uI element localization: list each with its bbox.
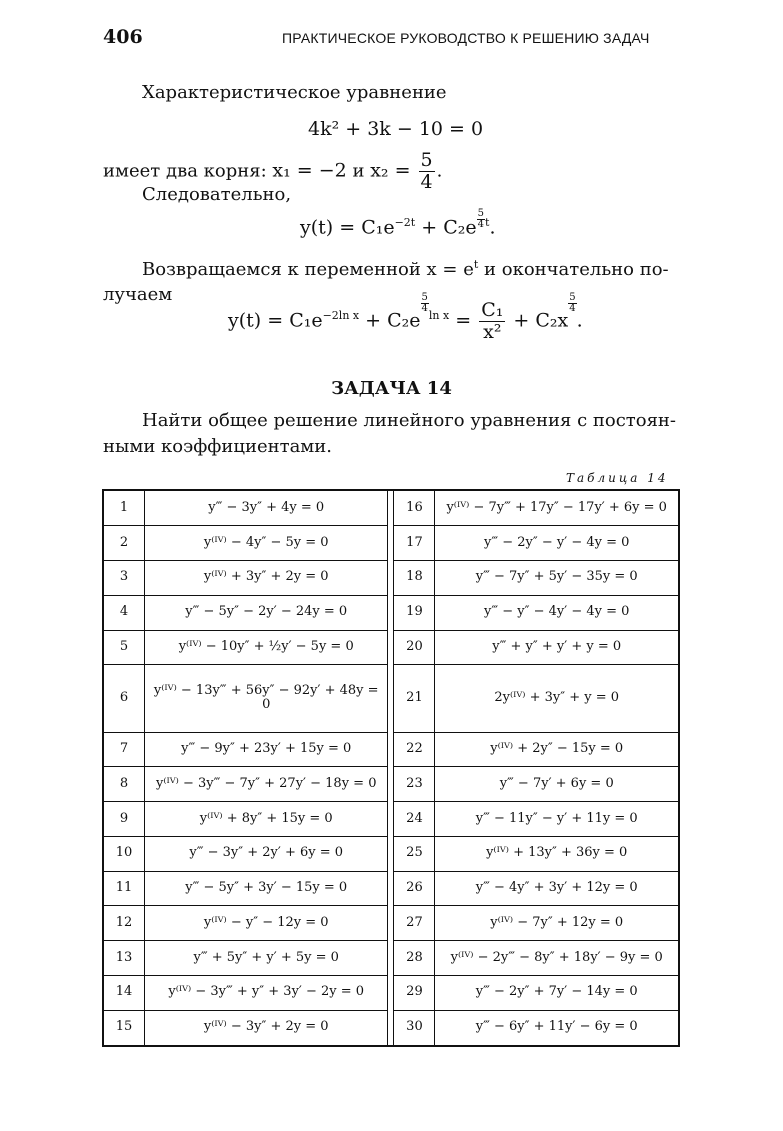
task-number-cell: 17 (394, 526, 435, 561)
equation-cell: y⁽ᴵⱽ⁾ − y″ − 12y = 0 (144, 906, 388, 941)
task-text-line-2: ными коэффициентами. (103, 436, 333, 457)
table-row (103, 526, 679, 561)
equation-cell: y‴ − 5y″ − 2y′ − 24y = 0 (144, 595, 388, 630)
task-number-cell: 4 (103, 595, 144, 630)
equation-cell: y‴ − 5y″ + 3y′ − 15y = 0 (144, 871, 388, 906)
task-number-cell: 7 (103, 732, 144, 767)
table-row (103, 732, 679, 767)
task-table (102, 489, 680, 1047)
equation-cell: 2y⁽ᴵⱽ⁾ + 3y″ + y = 0 (435, 665, 679, 732)
table-row (103, 595, 679, 630)
return-exp: t (473, 258, 479, 271)
task-title: ЗАДАЧА 14 (331, 378, 452, 399)
final-frac-den: x² (483, 320, 502, 343)
table-row (103, 561, 679, 596)
table-row (103, 906, 679, 941)
task-number-cell: 28 (394, 941, 435, 976)
task-number-cell: 24 (394, 802, 435, 837)
task-number-cell: 26 (394, 871, 435, 906)
task-number-cell: 15 (103, 1010, 144, 1046)
task-number-cell: 9 (103, 802, 144, 837)
task-number-cell: 21 (394, 665, 435, 732)
final-tail-exp (568, 291, 576, 322)
table-row (103, 767, 679, 802)
equation-cell: y⁽ᴵⱽ⁾ − 7y″ + 12y = 0 (435, 906, 679, 941)
equation-cell: y‴ − 9y″ + 23y′ + 15y = 0 (144, 732, 388, 767)
equation-cell: y‴ + y″ + y′ + y = 0 (435, 630, 679, 665)
table-caption: Таблица 14 (566, 471, 669, 485)
char-equation: 4k² + 3k − 10 = 0 (308, 118, 484, 140)
final-lhs: y(t) = C₁e (228, 309, 323, 332)
task-number-cell: 30 (394, 1010, 435, 1046)
equation-cell: y‴ − 11y″ − y′ + 11y = 0 (435, 802, 679, 837)
task-number-cell: 16 (394, 490, 435, 526)
table-row (103, 665, 679, 732)
task-number-cell: 18 (394, 561, 435, 596)
return-line-2: лучаем (103, 284, 173, 305)
yt-mid: + C₂e (415, 216, 477, 239)
task-number-cell: 5 (103, 630, 144, 665)
return-text-end: и окончательно по- (478, 259, 669, 280)
final-fraction (479, 300, 505, 343)
yt-exp2-num: 5 (477, 207, 485, 219)
and-word: и (346, 160, 371, 182)
yt-exp2-den: 4 (477, 218, 485, 230)
return-text: Возвращаемся к переменной x = e (142, 259, 474, 280)
equation-cell: y‴ − 2y″ − y′ − 4y = 0 (435, 526, 679, 561)
final-frac-num: C₁ (481, 299, 504, 321)
final-solution (228, 291, 583, 343)
task-number-cell: 10 (103, 836, 144, 871)
equation-cell: y⁽ᴵⱽ⁾ − 3y‴ + y″ + 3y′ − 2y = 0 (144, 975, 388, 1010)
final-exp1: −2ln x (322, 309, 360, 323)
table-row (103, 1010, 679, 1046)
table-row (103, 630, 679, 665)
task-number-cell: 12 (103, 906, 144, 941)
equation-cell: y‴ − 7y′ + 6y = 0 (435, 767, 679, 802)
equation-cell: y‴ − 2y″ + 7y′ − 14y = 0 (435, 975, 679, 1010)
equation-cell: y⁽ᴵⱽ⁾ − 3y‴ − 7y″ + 27y′ − 18y = 0 (144, 767, 388, 802)
root-2-lhs: x₂ = (370, 159, 417, 182)
task-text-line-1: Найти общее решение линейного уравнения с постоян- (142, 410, 677, 431)
task-number-cell: 8 (103, 767, 144, 802)
task-number-cell: 13 (103, 941, 144, 976)
equation-cell: y‴ − 7y″ + 5y′ − 35y = 0 (435, 561, 679, 596)
task-number-cell: 23 (394, 767, 435, 802)
task-number-cell: 1 (103, 490, 144, 526)
table-row (103, 802, 679, 837)
task-number-cell: 11 (103, 871, 144, 906)
char-eq-intro: Характеристическое уравнение (142, 82, 447, 103)
task-number-cell: 2 (103, 526, 144, 561)
task-number-cell: 27 (394, 906, 435, 941)
yt-lhs: y(t) = C₁e (300, 216, 395, 239)
equation-cell: y⁽ᴵⱽ⁾ − 7y‴ + 17y″ − 17y′ + 6y = 0 (435, 490, 679, 526)
page-number: 406 (103, 26, 143, 48)
final-dot: . (576, 309, 583, 332)
table-row (103, 836, 679, 871)
task-number-cell: 6 (103, 665, 144, 732)
task-number-cell: 14 (103, 975, 144, 1010)
roots-dot: . (436, 160, 443, 182)
final-tail-exp-num: 5 (569, 291, 576, 303)
equation-cell: y‴ − y″ − 4y′ − 4y = 0 (435, 595, 679, 630)
running-title: ПРАКТИЧЕСКОЕ РУКОВОДСТВО К РЕШЕНИЮ ЗАДАЧ (282, 30, 650, 46)
root-2-fraction (419, 150, 435, 193)
equation-cell: y‴ − 3y″ + 4y = 0 (144, 490, 388, 526)
equation-cell: y⁽ᴵⱽ⁾ − 2y‴ − 8y″ + 18y′ − 9y = 0 (435, 941, 679, 976)
yt-exp2-var: t (485, 216, 490, 229)
root-1: x₁ = −2 (272, 159, 347, 182)
root-2-den: 4 (420, 170, 433, 193)
final-exp2 (421, 291, 450, 323)
task-number-cell: 22 (394, 732, 435, 767)
task-number-cell: 3 (103, 561, 144, 596)
equation-cell: y⁽ᴵⱽ⁾ − 10y″ + ½y′ − 5y = 0 (144, 630, 388, 665)
table-row (103, 490, 679, 526)
return-line-1 (142, 258, 669, 280)
roots-text: имеет два корня: (103, 160, 273, 182)
final-exp2-num: 5 (421, 291, 428, 303)
solution-yt (300, 207, 496, 239)
yt-exp2 (477, 207, 490, 230)
root-2-num: 5 (420, 149, 433, 171)
equation-cell: y⁽ᴵⱽ⁾ + 13y″ + 36y = 0 (435, 836, 679, 871)
task-table-body (103, 490, 679, 1046)
yt-exp1: −2t (394, 216, 416, 229)
equation-cell: y‴ − 3y″ + 2y′ + 6y = 0 (144, 836, 388, 871)
equation-cell: y⁽ᴵⱽ⁾ − 4y″ − 5y = 0 (144, 526, 388, 561)
equation-cell: y⁽ᴵⱽ⁾ + 3y″ + 2y = 0 (144, 561, 388, 596)
final-eq: = (449, 309, 478, 332)
table-row (103, 941, 679, 976)
final-exp2-var: ln x (428, 309, 450, 323)
task-number-cell: 20 (394, 630, 435, 665)
task-number-cell: 19 (394, 595, 435, 630)
equation-cell: y⁽ᴵⱽ⁾ − 3y″ + 2y = 0 (144, 1010, 388, 1046)
final-mid: + C₂e (359, 309, 421, 332)
table-row (103, 871, 679, 906)
equation-cell: y⁽ᴵⱽ⁾ + 8y″ + 15y = 0 (144, 802, 388, 837)
task-number-cell: 29 (394, 975, 435, 1010)
final-exp2-den: 4 (421, 302, 428, 314)
final-tail-exp-den: 4 (569, 302, 576, 314)
hence-text: Следовательно, (142, 184, 292, 205)
yt-dot: . (489, 216, 496, 239)
equation-cell: y⁽ᴵⱽ⁾ + 2y″ − 15y = 0 (435, 732, 679, 767)
table-row (103, 975, 679, 1010)
final-tail: + C₂x (507, 309, 569, 332)
equation-cell: y‴ − 4y″ + 3y′ + 12y = 0 (435, 871, 679, 906)
task-number-cell: 25 (394, 836, 435, 871)
equation-cell: y⁽ᴵⱽ⁾ − 13y‴ + 56y″ − 92y′ + 48y = 0 (144, 665, 388, 732)
equation-cell: y‴ + 5y″ + y′ + 5y = 0 (144, 941, 388, 976)
equation-cell: y‴ − 6y″ + 11y′ − 6y = 0 (435, 1010, 679, 1046)
